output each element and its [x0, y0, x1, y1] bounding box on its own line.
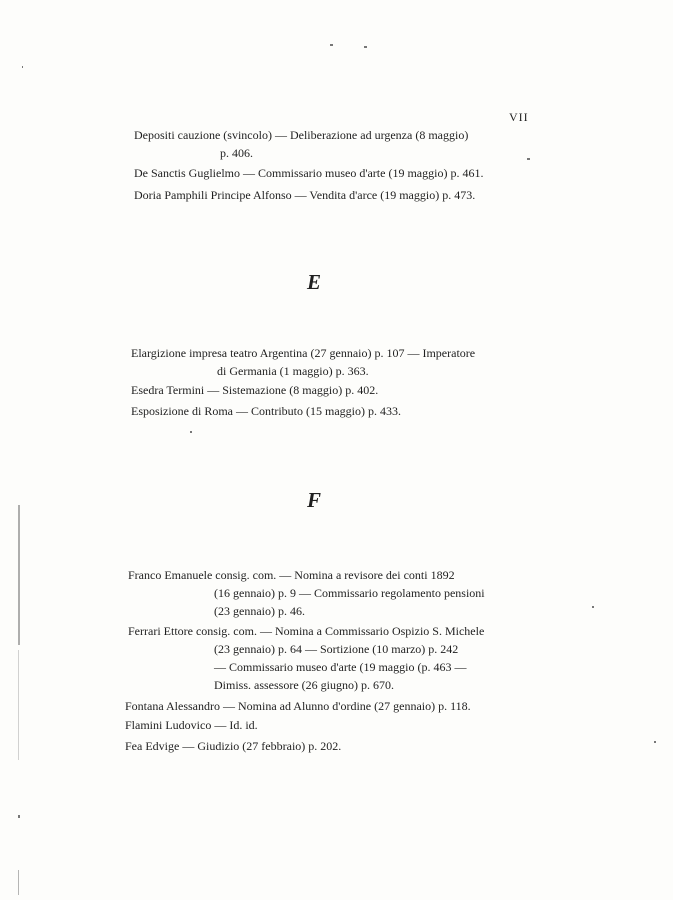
index-entry-elargizione [131, 344, 475, 380]
scan-speck [654, 741, 656, 743]
index-entry-ferrari-ettore [128, 622, 484, 694]
entry-line: di Germania (1 maggio) p. 363. [217, 364, 369, 378]
section-heading-f: F [307, 488, 322, 512]
index-entry-franco-emanuele [128, 566, 485, 620]
entry-line: Esposizione di Roma — Contributo (15 maggio) p. 433. [131, 404, 401, 418]
entry-line: Depositi cauzione (svincolo) — Deliberazione ad urgenza (8 maggio) [134, 128, 469, 142]
scan-speck [527, 158, 530, 160]
scan-speck [190, 431, 192, 433]
index-entry-depositi-cauzione [134, 126, 468, 162]
scan-margin-mark [18, 650, 19, 760]
scan-speck [18, 815, 20, 818]
entry-line: Ferrari Ettore consig. com. — Nomina a Commissario Ospizio S. Michele [128, 624, 485, 638]
entry-line: De Sanctis Guglielmo — Commissario museo d'arte (19 maggio) p. 461. [134, 166, 484, 180]
entry-line: Franco Emanuele consig. com. — Nomina a revisore dei conti 1892 [128, 568, 455, 582]
entry-line: Elargizione impresa teatro Argentina (27 gennaio) p. 107 — Imperatore [131, 346, 476, 360]
scan-speck [364, 46, 367, 48]
entry-line: p. 406. [220, 146, 253, 160]
scan-speck [592, 606, 594, 608]
index-entry-doria-pamphili [134, 186, 475, 204]
entry-line: Flamini Ludovico — Id. id. [125, 718, 258, 732]
entry-line: Doria Pamphili Principe Alfonso — Vendita d'arce (19 maggio) p. 473. [134, 188, 476, 202]
entry-line: Dimiss. assessore (26 giugno) p. 670. [214, 678, 394, 692]
entry-line: — Commissario museo d'arte (19 maggio (p. 463 — [214, 660, 467, 674]
index-entry-fontana-alessandro [125, 697, 471, 715]
scan-margin-mark [18, 870, 19, 895]
scan-margin-mark [18, 505, 20, 645]
entry-line: Fontana Alessandro — Nomina ad Alunno d'ordine (27 gennaio) p. 118. [125, 699, 471, 713]
entry-line: (16 gennaio) p. 9 — Commissario regolamento pensioni [214, 586, 485, 600]
index-entry-de-sanctis [134, 164, 483, 182]
index-entry-esedra-termini [131, 381, 378, 399]
index-entry-flamini-ludovico [125, 716, 258, 734]
entry-line: Fea Edvige — Giudizio (27 febbraio) p. 202. [125, 739, 342, 753]
entry-line: (23 gennaio) p. 46. [214, 604, 305, 618]
page-number: VII [509, 110, 529, 124]
index-entry-fea-edvige [125, 737, 341, 755]
scan-speck [330, 44, 333, 46]
index-entry-esposizione-roma [131, 402, 401, 420]
entry-line: (23 gennaio) p. 64 — Sortizione (10 marzo) p. 242 [214, 642, 459, 656]
scan-speck [22, 66, 23, 68]
entry-line: Esedra Termini — Sistemazione (8 maggio) p. 402. [131, 383, 379, 397]
section-heading-e: E [307, 270, 322, 294]
